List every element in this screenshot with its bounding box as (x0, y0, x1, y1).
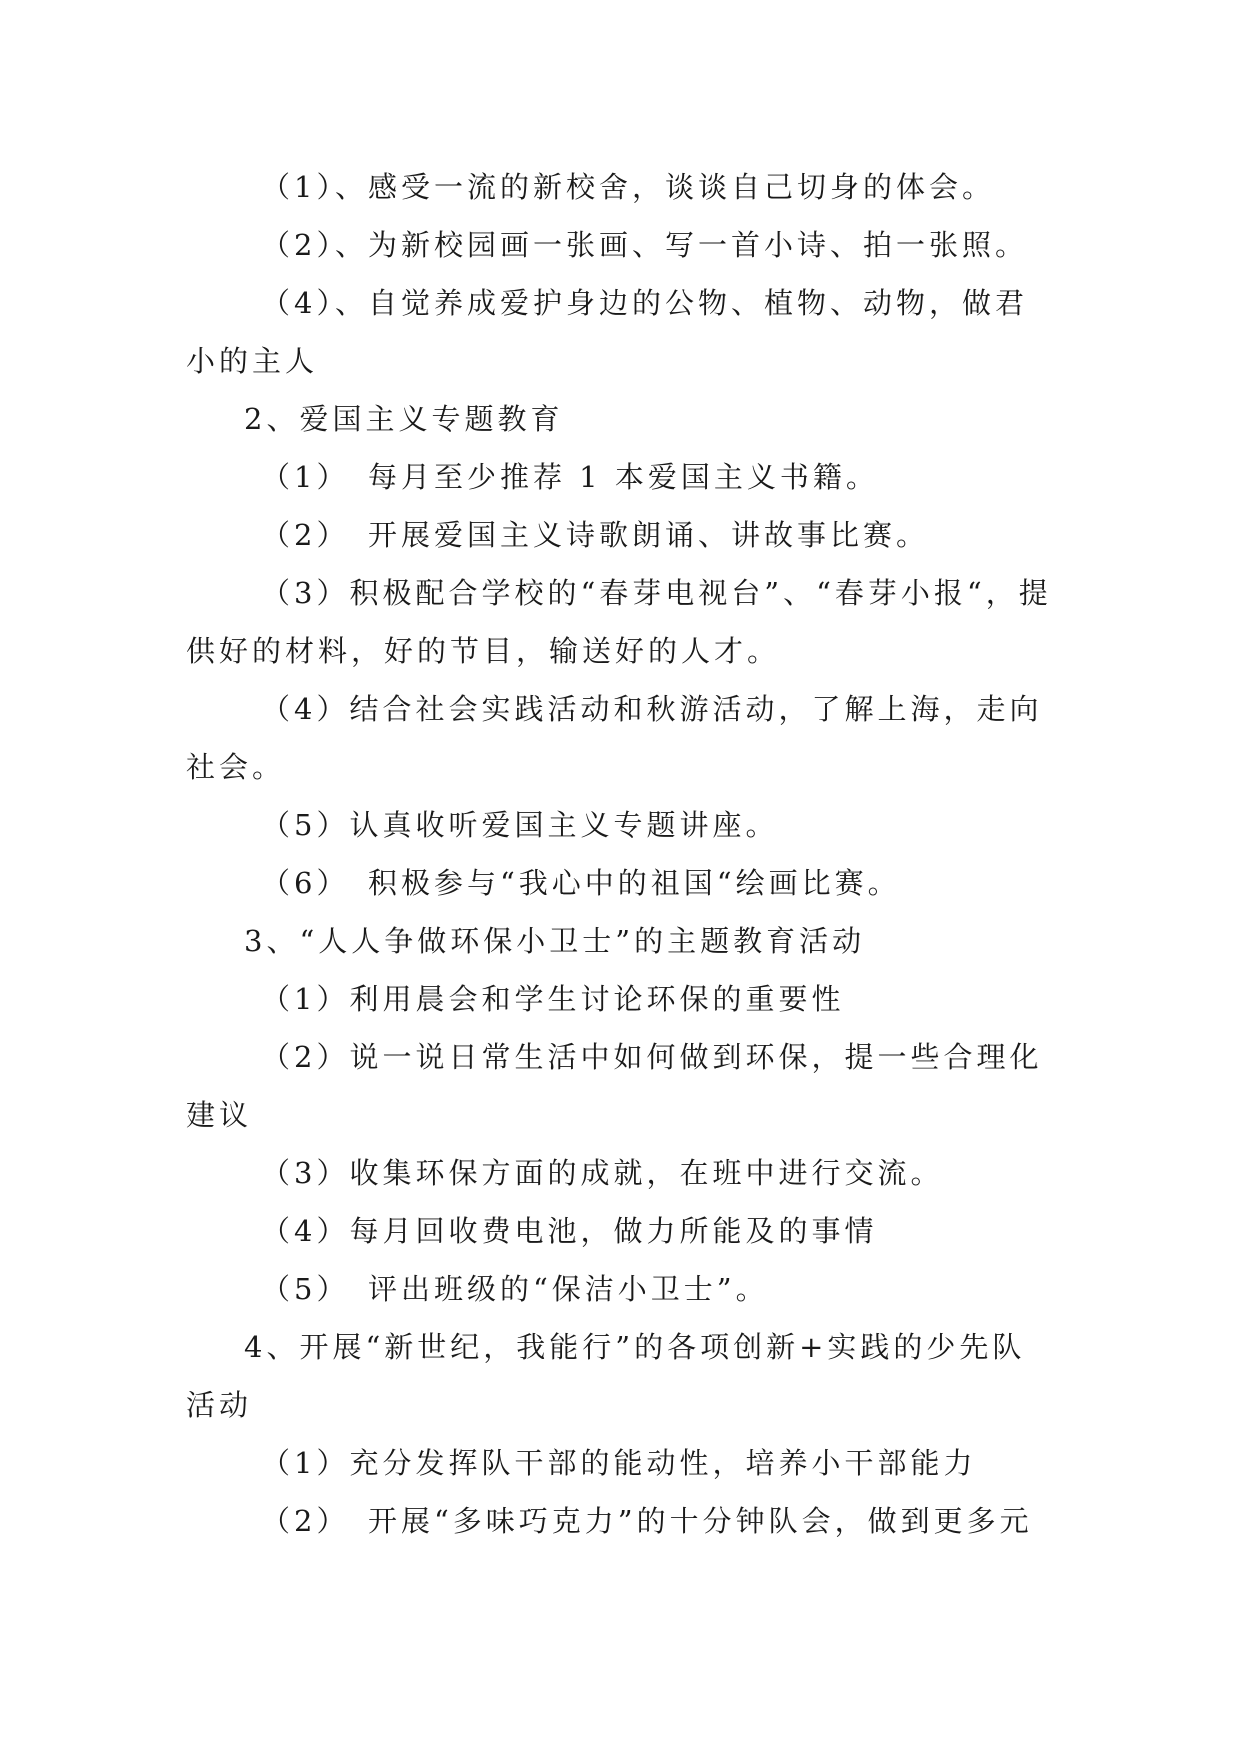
section-heading-3: 3、“人人争做环保小卫士”的主题教育活动 (244, 924, 866, 958)
paragraph-16: （5） 评出班级的“保洁小卫士”。 (261, 1272, 769, 1306)
paragraph-8: （4）结合社会实践活动和秋游活动，了解上海，走向社会。 (186, 692, 1043, 784)
paragraph-19: （2） 开展“多味巧克力”的十分钟队会，做到更多元 (261, 1504, 1033, 1538)
paragraph-12: （1）利用晨会和学生讨论环保的重要性 (261, 982, 845, 1016)
document-body (186, 158, 1054, 1550)
paragraph-3: （4）、自觉养成爱护身边的公物、植物、动物，做君小的主人 (186, 286, 1028, 378)
paragraph-6: （2） 开展爱国主义诗歌朗诵、讲故事比赛。 (261, 518, 929, 552)
paragraph-10: （6） 积极参与“我心中的祖国“绘画比赛。 (261, 866, 901, 900)
paragraph-1: （1）、感受一流的新校舍，谈谈自己切身的体会。 (261, 170, 995, 204)
paragraph-13: （2）说一说日常生活中如何做到环保，提一些合理化建议 (186, 1040, 1043, 1132)
paragraph-18: （1）充分发挥队干部的能动性，培养小干部能力 (261, 1446, 977, 1480)
paragraph-9: （5）认真收听爱国主义专题讲座。 (261, 808, 779, 842)
section-heading-2: 2、爱国主义专题教育 (244, 402, 564, 436)
paragraph-15: （4）每月回收费电池，做力所能及的事情 (261, 1214, 878, 1248)
paragraph-5: （1） 每月至少推荐 1 本爱国主义书籍。 (261, 460, 879, 494)
paragraph-2: （2）、为新校园画一张画、写一首小诗、拍一张照。 (261, 228, 1028, 262)
paragraph-7: （3）积极配合学校的“春芽电视台”、“春芽小报“，提供好的材料，好的节目，输送好的人才。 (186, 576, 1052, 668)
section-heading-4: 4、开展“新世纪，我能行”的各项创新+实践的少先队活动 (186, 1330, 1026, 1422)
paragraph-14: （3）收集环保方面的成就，在班中进行交流。 (261, 1156, 944, 1190)
